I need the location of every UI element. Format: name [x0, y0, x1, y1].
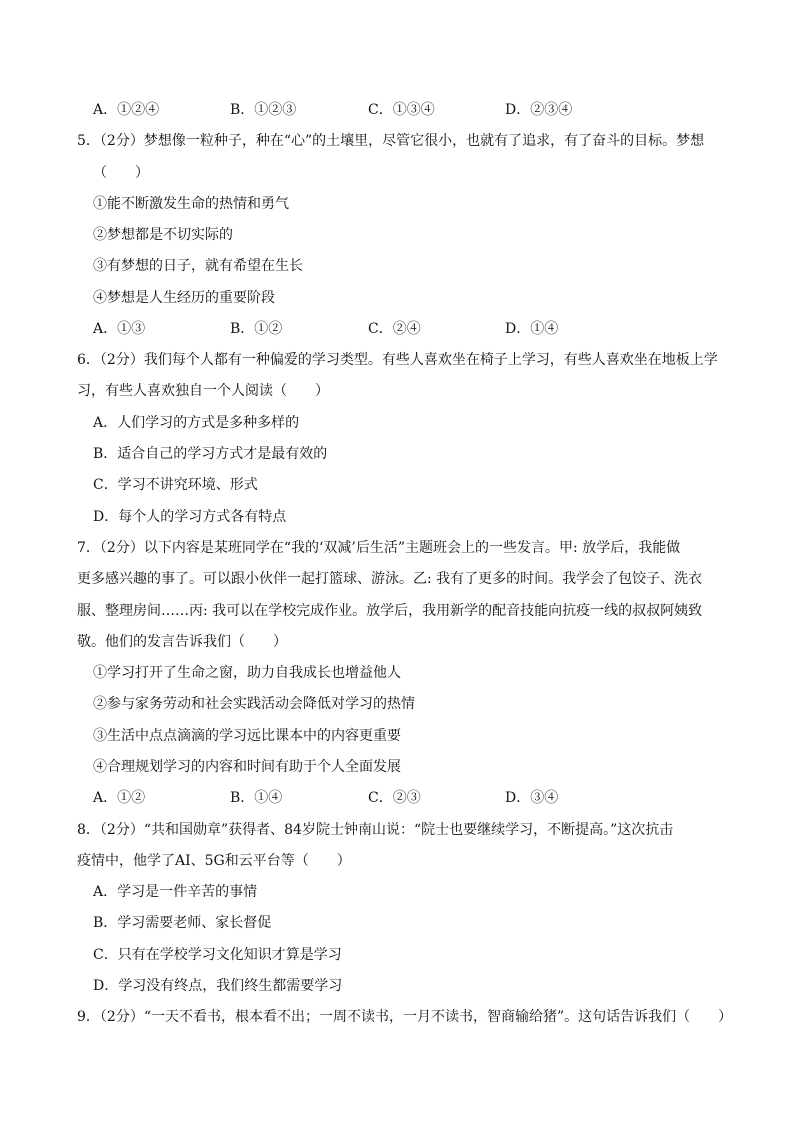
- choice-text: A．人们学习的方式是多种多样的: [93, 415, 300, 431]
- choice-text: D．学习没有终点，我们终生都需要学习: [93, 978, 343, 994]
- choice-text: ②参与家务劳动和社会实践活动会降低对学习的热情: [93, 696, 415, 712]
- choice-text: D．每个人的学习方式各有特点: [93, 509, 287, 525]
- answer-option: D．③④: [505, 790, 559, 806]
- question-text: 9．（2分）“一天不看书，根本看不出；一周不读书，一月不读书，智商输给猪”。这句话告诉我们（ ）: [77, 1009, 733, 1025]
- choice-text: C．只有在学校学习文化知识才算是学习: [93, 947, 342, 963]
- choice-text: B．适合自己的学习方式才是最有效的: [93, 446, 328, 462]
- question-text: 服、整理房间……丙: 我可以在学校完成作业。放学后，我用新学的配音技能向抗疫一线的叔叔阿姨致: [77, 603, 703, 619]
- answer-options-row: [93, 788, 733, 808]
- answer-option: C．②④: [368, 321, 421, 337]
- answer-option: C．①③④: [368, 102, 435, 118]
- answer-option: A．①②: [93, 790, 146, 806]
- answer-option: B．①④: [230, 790, 283, 806]
- question-text: 疫情中，他学了AI、5G和云平台等（ ）: [77, 853, 351, 869]
- choice-text: ④合理规划学习的内容和时间有助于个人全面发展: [93, 759, 401, 775]
- choice-text: B．学习需要老师、家长督促: [93, 915, 272, 931]
- choice-text: ③有梦想的日子，就有希望在生长: [93, 258, 303, 274]
- choice-text: C．学习不讲究环境、形式: [93, 477, 258, 493]
- question-text: 8．（2分）“共和国勋章”获得者、84岁院士钟南山说：“院士也要继续学习，不断提高。”这次抗击: [77, 822, 674, 838]
- answer-option: A．①③: [93, 321, 146, 337]
- choice-text: ④梦想是人生经历的重要阶段: [93, 290, 275, 306]
- choice-text: ②梦想都是不切实际的: [93, 227, 233, 243]
- question-text: 7．（2分）以下内容是某班同学在“我的‘双减’后生活”主题班会上的一些发言。甲: 放学后，我能做: [77, 540, 681, 556]
- question-text: 更多感兴趣的事了。可以跟小伙伴一起打篮球、游泳。乙: 我有了更多的时间。我学会了包饺子、洗衣: [77, 571, 703, 587]
- answer-option: B．①②③: [230, 102, 297, 118]
- question-text: 6．（2分）我们每个人都有一种偏爱的学习类型。有些人喜欢坐在椅子上学习，有些人喜欢坐在地板上学: [77, 352, 718, 368]
- question-text: 习，有些人喜欢独自一个人阅读（ ）: [77, 383, 329, 399]
- choice-text: ③生活中点点滴滴的学习远比课本中的内容更重要: [93, 728, 401, 744]
- question-text: 敬。他们的发言告诉我们（ ）: [77, 634, 287, 650]
- answer-option: D．②③④: [505, 102, 573, 118]
- answer-option: C．②③: [368, 790, 421, 806]
- answer-option: A．①②④: [93, 102, 160, 118]
- choice-text: A．学习是一件辛苦的事情: [93, 884, 258, 900]
- answer-options-row: [93, 100, 733, 120]
- answer-option: B．①②: [230, 321, 283, 337]
- answer-options-row: [93, 319, 733, 339]
- choice-text: ①学习打开了生命之窗，助力自我成长也增益他人: [93, 665, 401, 681]
- answer-option: D．①④: [505, 321, 559, 337]
- choice-text: ①能不断激发生命的热情和勇气: [93, 196, 289, 212]
- question-text: 5．（2分）梦想像一粒种子，种在“心”的土壤里，尽管它很小，也就有了追求，有了奋斗的目标。梦想: [77, 133, 705, 149]
- choice-text: （ ）: [93, 165, 149, 181]
